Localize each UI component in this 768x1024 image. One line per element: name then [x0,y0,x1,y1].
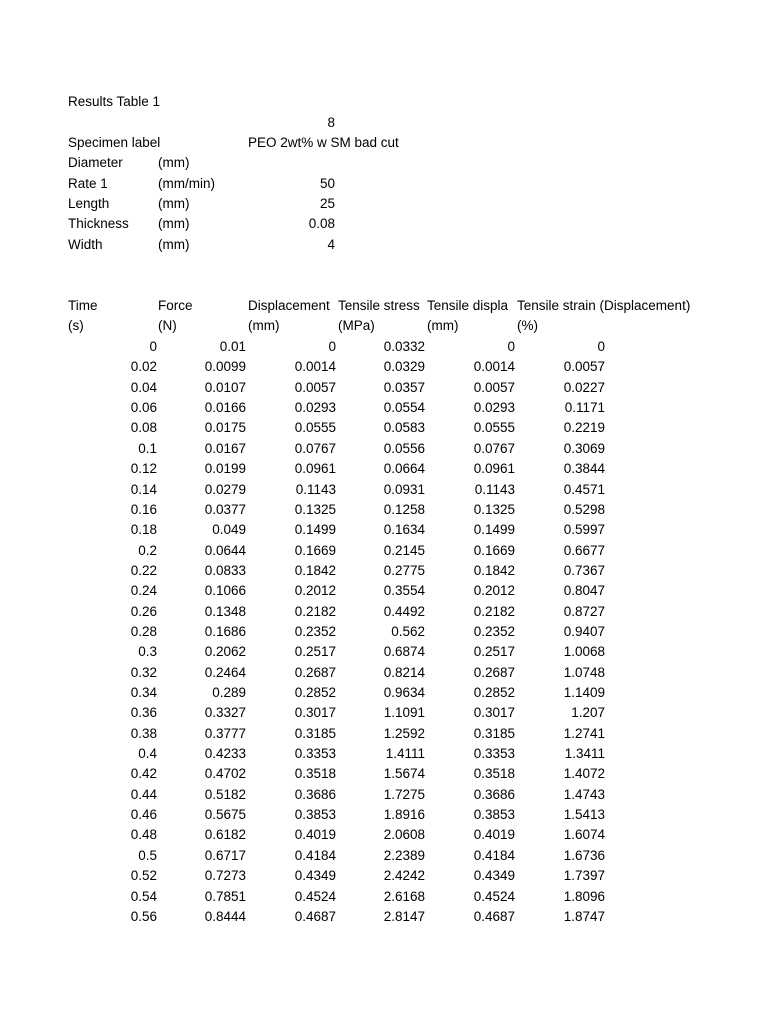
table-cell: 0.2464 [204,664,246,680]
param-name: Diameter [68,155,123,170]
table-cell: 0.06 [130,400,157,416]
table-cell: 0.2852 [294,685,336,700]
table-row [0,541,768,561]
table-row [0,480,768,500]
table-cell: 0.1669 [294,542,336,558]
table-cell: 0.1143 [474,481,515,497]
table-header-row [0,296,768,316]
table-cell: 0.3518 [473,766,515,782]
table-cell: 0.0014 [294,359,336,375]
table-cell: 0.0332 [383,339,425,354]
table-cell: 0.34 [130,685,157,700]
table-cell: 0.16 [130,501,157,517]
table-cell: 0.289 [212,685,246,700]
table-cell: 1.7275 [383,786,425,802]
table-cell: 0.4349 [294,868,336,884]
table-row [0,663,768,683]
table-units-row [0,316,768,336]
table-cell: 0.0931 [383,481,425,497]
table-row [0,602,768,622]
table-cell: 0.0167 [204,440,246,456]
table-cell: 1.1409 [563,685,605,700]
table-cell: 0.5298 [563,501,605,517]
param-value: 50 [319,176,335,191]
table-cell: 0.1842 [473,562,515,578]
table-cell: 0.44 [130,786,157,802]
table-cell: 0.6182 [204,827,246,843]
specimen-label-row [0,133,768,153]
table-cell: 0.1499 [473,522,515,538]
table-cell: 0.4233 [204,746,246,761]
table-row [0,561,768,581]
table-cell: 0.1325 [473,501,515,517]
table-cell: 0.0961 [473,461,515,477]
table-cell: 0.0199 [204,461,246,477]
column-header: Tensile displa [427,298,509,313]
table-row [0,724,768,744]
table-cell: 0.3853 [294,807,336,822]
column-header: Time [68,298,98,313]
table-cell: 0.3185 [473,725,515,741]
table-row [0,398,768,418]
table-cell: 0.14 [130,481,157,497]
table-cell: 0.0057 [473,379,515,395]
table-cell: 0.7367 [563,562,605,578]
table-cell: 0.28 [130,623,157,639]
table-cell: 1.3411 [564,746,605,761]
table-cell: 0.0279 [204,481,246,497]
table-cell: 0 [328,339,336,354]
table-cell: 0.2145 [383,542,425,558]
table-row [0,703,768,723]
table-row [0,887,768,907]
table-cell: 0.4524 [294,888,336,904]
table-row [0,520,768,540]
param-unit: (mm) [158,155,190,170]
table-cell: 0.7851 [204,888,246,904]
table-cell: 0.0556 [383,440,425,456]
table-cell: 0.0166 [204,400,246,416]
table-cell: 0.52 [130,868,157,884]
table-cell: 0.0057 [294,379,336,395]
table-cell: 0.1348 [204,603,246,619]
table-cell: 1.5674 [383,766,425,782]
table-cell: 0.2012 [294,583,336,599]
table-cell: 0.56 [130,908,157,924]
table-row [0,846,768,866]
table-row [0,907,768,927]
table-cell: 0.0555 [473,420,515,436]
table-cell: 2.8147 [383,908,425,924]
table-cell: 0.049 [212,522,246,538]
table-cell: 0.1066 [204,583,246,599]
table-cell: 1.4111 [385,746,425,761]
table-cell: 0.54 [130,888,157,904]
column-unit: (mm) [248,318,280,333]
table-cell: 0.2775 [383,562,425,578]
table-cell: 0.8214 [383,664,425,680]
column-unit: (N) [158,318,177,333]
column-header: Force [158,298,193,313]
table-cell: 0.562 [391,623,425,639]
table-cell: 2.2389 [383,847,425,863]
table-cell: 0 [149,339,157,354]
table-cell: 1.0068 [563,644,605,660]
table-cell: 0.4349 [473,868,515,884]
table-cell: 0.1499 [294,522,336,538]
table-cell: 0.2 [138,542,157,558]
table-cell: 0.4492 [383,603,425,619]
param-name: Rate 1 [68,176,108,191]
table-cell: 0.2062 [204,644,246,660]
table-row [0,418,768,438]
table-cell: 0.0644 [204,542,246,558]
table-cell: 0.3017 [294,705,336,721]
table-cell: 0.0554 [383,400,425,416]
column-header: Tensile strain (Displacement) [517,298,691,313]
table-cell: 0.0583 [383,420,425,436]
param-unit: (mm) [158,237,190,252]
table-cell: 0.1634 [383,522,425,538]
table-cell: 0.3777 [204,725,246,741]
table-cell: 0.32 [130,664,157,680]
param-name: Thickness [68,216,129,231]
table-cell: 0.2517 [473,644,515,660]
param-row [0,194,768,214]
table-cell: 0.8444 [204,908,246,924]
table-cell: 0 [597,339,605,354]
table-cell: 0.5 [138,847,157,863]
table-cell: 0 [507,339,515,354]
table-cell: 0.48 [130,827,157,843]
table-cell: 0.0099 [204,359,246,375]
table-cell: 0.0767 [294,440,336,456]
table-cell: 0.3017 [473,705,515,721]
table-cell: 0.4019 [473,827,515,843]
table-cell: 0.3327 [204,705,246,721]
table-cell: 0.5182 [204,786,246,802]
table-row [0,622,768,642]
column-header: Tensile stress [338,298,420,313]
table-cell: 0.1258 [383,501,425,517]
table-cell: 0.6717 [204,847,246,863]
table-cell: 0.3844 [563,461,605,477]
table-cell: 0.4702 [204,766,246,782]
table-cell: 0.3353 [473,746,515,761]
table-cell: 0.7273 [204,868,246,884]
table-cell: 1.2741 [563,725,605,741]
table-cell: 0.4687 [294,908,336,924]
table-cell: 0.08 [130,420,157,436]
table-cell: 0.1842 [294,562,336,578]
table-cell: 0.26 [130,603,157,619]
specimen-number-row [0,113,768,133]
table-row [0,642,768,662]
table-cell: 0.0833 [204,562,246,578]
table-row [0,744,768,764]
table-cell: 0.5675 [204,807,246,822]
table-cell: 0.4571 [563,481,605,497]
table-cell: 0.1171 [564,400,605,416]
table-cell: 0.4019 [294,827,336,843]
param-unit: (mm/min) [158,176,215,191]
table-cell: 0.8047 [563,583,605,599]
table-cell: 0.0767 [473,440,515,456]
table-row [0,581,768,601]
param-row [0,174,768,194]
column-unit: (mm) [427,318,459,333]
table-cell: 0.9634 [383,685,425,700]
table-cell: 0.1143 [295,481,336,497]
table-cell: 1.2592 [383,725,425,741]
param-value: 0.08 [308,216,335,231]
table-cell: 0.3686 [473,786,515,802]
table-cell: 2.4242 [383,868,425,884]
table-cell: 0.8727 [563,603,605,619]
table-cell: 1.7397 [563,868,605,884]
table-cell: 0.1686 [204,623,246,639]
table-cell: 1.0748 [563,664,605,680]
results-title: Results Table 1 [68,94,161,109]
table-cell: 0.3686 [294,786,336,802]
table-cell: 0.5997 [563,522,605,538]
table-cell: 0.12 [130,461,157,477]
table-cell: 0.2352 [294,623,336,639]
table-cell: 1.207 [571,705,605,721]
table-cell: 0.36 [130,705,157,721]
table-cell: 0.2687 [473,664,515,680]
table-cell: 0.46 [130,807,157,822]
param-row [0,214,768,234]
table-cell: 0.2687 [294,664,336,680]
table-cell: 0.2182 [473,603,515,619]
table-row [0,764,768,784]
table-cell: 0.0664 [383,461,425,477]
column-unit: (MPa) [338,318,375,333]
table-row [0,357,768,377]
table-cell: 0.0329 [383,359,425,375]
column-unit: (%) [517,318,538,333]
param-unit: (mm) [158,196,190,211]
table-cell: 0.2182 [294,603,336,619]
table-cell: 0.2219 [563,420,605,436]
table-cell: 1.8747 [563,908,605,924]
table-cell: 0.0227 [563,379,605,395]
param-value: 25 [319,196,335,211]
table-cell: 0.42 [130,766,157,782]
table-row [0,439,768,459]
table-cell: 0.1 [138,440,157,456]
table-row [0,459,768,479]
table-cell: 0.2352 [473,623,515,639]
table-cell: 0.0377 [204,501,246,517]
table-cell: 2.6168 [383,888,425,904]
table-row [0,500,768,520]
param-name: Width [68,237,103,252]
param-name: Length [68,196,110,211]
table-cell: 0.02 [130,359,157,375]
title-row [0,92,768,112]
table-cell: 0.4524 [473,888,515,904]
param-row [0,235,768,255]
param-unit: (mm) [158,216,190,231]
table-cell: 0.9407 [563,623,605,639]
table-cell: 0.3069 [563,440,605,456]
specimen-label-value: PEO 2wt% w SM bad cut [248,135,399,150]
table-cell: 0.24 [130,583,157,599]
table-cell: 0.6677 [563,542,605,558]
table-cell: 0.22 [130,562,157,578]
table-cell: 0.3518 [294,766,336,782]
table-cell: 2.0608 [383,827,425,843]
table-cell: 0.18 [130,522,157,538]
table-cell: 1.1091 [383,705,425,721]
table-row [0,378,768,398]
table-cell: 0.4687 [473,908,515,924]
table-cell: 0.0293 [473,400,515,416]
specimen-label-name: Specimen label [68,135,161,150]
table-cell: 0.3353 [294,746,336,761]
table-cell: 0.1669 [473,542,515,558]
table-cell: 0.6874 [383,644,425,660]
param-value: 4 [327,237,335,252]
table-cell: 0.2852 [473,685,515,700]
table-cell: 1.8916 [383,807,425,822]
table-cell: 0.2012 [473,583,515,599]
table-cell: 0.4184 [294,847,336,863]
table-cell: 0.4184 [473,847,515,863]
table-row [0,785,768,805]
table-cell: 0.0175 [204,420,246,436]
table-cell: 1.6736 [563,847,605,863]
table-row [0,866,768,886]
table-cell: 0.38 [130,725,157,741]
table-cell: 0.04 [130,379,157,395]
table-cell: 0.2517 [294,644,336,660]
table-cell: 0.3 [138,644,157,660]
table-cell: 0.0555 [294,420,336,436]
table-row [0,683,768,703]
specimen-number: 8 [327,115,335,130]
table-cell: 0.3853 [473,807,515,822]
column-unit: (s) [68,318,84,333]
table-cell: 0.0057 [563,359,605,375]
table-row [0,337,768,357]
table-cell: 1.6074 [563,827,605,843]
table-cell: 1.4072 [563,766,605,782]
table-row [0,805,768,825]
table-cell: 0.0961 [294,461,336,477]
table-cell: 0.01 [219,339,246,354]
table-row [0,825,768,845]
table-cell: 0.0107 [204,379,246,395]
table-cell: 0.4 [138,746,157,761]
table-cell: 0.3185 [294,725,336,741]
table-cell: 0.0357 [383,379,425,395]
table-cell: 0.3554 [383,583,425,599]
table-cell: 0.0293 [294,400,336,416]
table-cell: 0.1325 [294,501,336,517]
table-cell: 1.5413 [563,807,605,822]
table-cell: 1.8096 [563,888,605,904]
table-cell: 0.0014 [473,359,515,375]
param-row [0,153,768,173]
column-header: Displacement [248,298,330,313]
table-cell: 1.4743 [563,786,605,802]
